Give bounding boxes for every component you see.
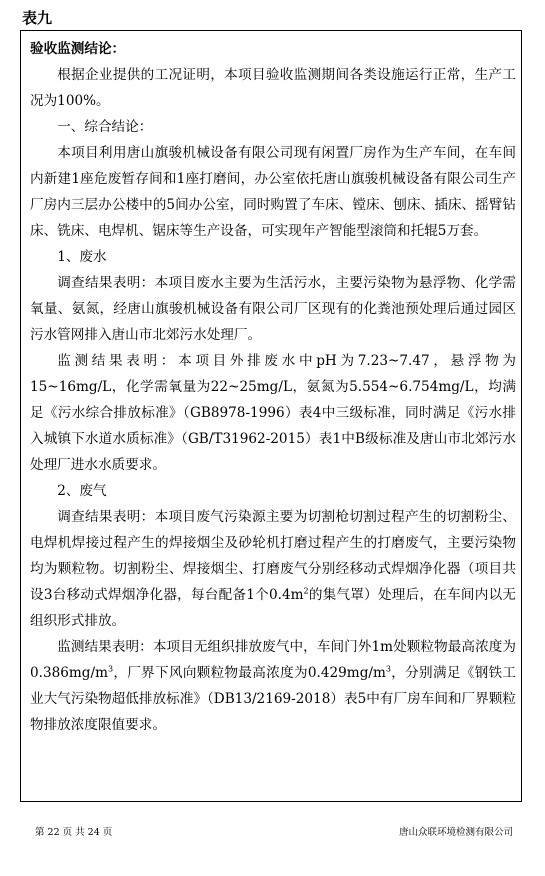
paragraph-operating-conditions: 根据企业提供的工况证明，本项目验收监测期间各类设施运行正常，生产工况为100%。: [30, 67, 516, 109]
paragraph-exhaust-monitoring: [30, 634, 516, 738]
paragraph-wastewater-heading: 1、废水: [57, 249, 107, 265]
paragraph-wastewater-monitoring: 监测结果表明：本项目外排废水中pH为7.23~7.47，悬浮物为15~16mg/L，化学需氧量为22~25mg/L，氨氮为5.554~6.754mg/L，均满足《污水综合排放标准》（GB8978-1996）表4中三级标准，同时满足《污水排入城镇下水道水质标准》（GB/T31962-2015）表1中B级标准及唐山市北郊污水处理厂进水水质要求。: [30, 353, 516, 473]
paragraph-project-overview: 本项目利用唐山旗骏机械设备有限公司现有闲置厂房作为生产车间，在车间内新建1座危废暂存间和1座打磨间，办公室依托唐山旗骏机械设备有限公司生产厂房内三层办公楼中的5间办公室，同时购置了车床、镗床、刨床、插床、摇臂钻床、铣床、电焊机、锯床等生产设备，可实现年产智能型滚筒和托辊5万套。: [30, 145, 516, 239]
exhaust-monitoring-text-a: 监测结果表明：本项目无组织排放废气中，车间门外1m处颗粒物最高浓度为0.386mg/m: [30, 639, 516, 681]
superscript-3-a: 3: [107, 664, 114, 674]
paragraph-exhaust-heading: 2、废气: [57, 483, 107, 499]
section-heading: 验收监测结论：: [30, 41, 126, 57]
page-number: 第 22 页 共 24 页: [35, 827, 113, 838]
exhaust-monitoring-text-c: ，分别满足《钢铁工业大气污染物超低排放标准》（DB13/2169-2018）表5中有厂房车间和厂界颗粒物排放浓度限值要求。: [30, 665, 517, 733]
exhaust-survey-text-b: 的集气罩）处理后，在车间内以无组织形式排放。: [30, 587, 516, 629]
exhaust-monitoring-text-b: ，厂界下风向颗粒物最高浓度为0.429mg/m: [113, 665, 386, 681]
conclusion-content: [30, 36, 516, 738]
superscript-3-b: 3: [385, 664, 391, 674]
paragraph-exhaust-survey: [30, 504, 516, 634]
paragraph-summary-heading: 一、综合结论：: [57, 119, 153, 135]
company-name: 唐山众联环境检测有限公司: [398, 827, 513, 838]
table-title: 表九: [22, 9, 53, 27]
exhaust-survey-text-a: 调查结果表明：本项目废气污染源主要为切割枪切割过程产生的切割粉尘、电焊机焊接过程产生的焊接烟尘及砂轮机打磨过程产生的打磨废气，主要污染物均为颗粒物。切割粉尘、焊接烟尘、打磨废气分别经移动式焊烟净化器（项目共设3台移动式焊烟净化器，每台配备1个0.4m: [30, 509, 516, 603]
paragraph-wastewater-survey: 调查结果表明：本项目废水主要为生活污水，主要污染物为悬浮物、化学需氧量、氨氮，经唐山旗骏机械设备有限公司厂区现有的化粪池预处理后通过园区污水管网排入唐山市北郊污水处理厂。: [30, 275, 516, 343]
superscript-2: 2: [303, 586, 309, 596]
